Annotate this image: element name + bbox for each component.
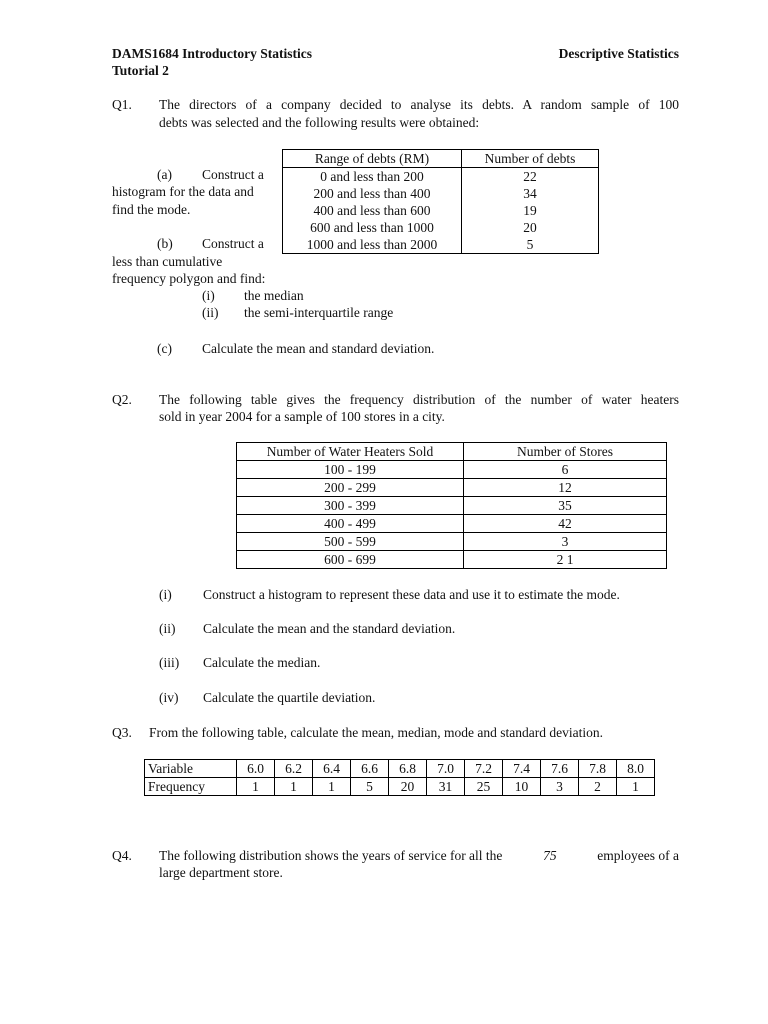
q4-line2: large department store. [159,865,283,880]
q1-a-line3: find the mode. [112,202,191,217]
table-cell: 300 - 399 [237,497,464,515]
table-cell: 5 [462,236,599,254]
q1-debts-table [282,149,599,254]
q1-b-line1: Construct a [202,236,264,251]
course-title: DAMS1684 Introductory Statistics [112,46,312,61]
q2-item-label: (iii) [159,655,180,670]
table-cell: Variable [145,760,237,778]
table-row [145,760,655,778]
table-cell: 400 and less than 600 [283,202,462,219]
q2-item-text: Calculate the mean and the standard deviation. [203,621,456,636]
table-row [237,515,667,533]
q1-b-line2: less than cumulative [112,254,223,269]
q4-number: Q4. [112,848,132,863]
topic-title: Descriptive Statistics [558,46,679,61]
table-cell: 3 [541,778,579,796]
table-cell: Frequency [145,778,237,796]
table-cell: 6.2 [275,760,313,778]
q1-intro-line1: The directors of a company decided to analyse its debts. A random sample of 100 [159,97,679,112]
table-header-cell: Number of debts [462,150,599,168]
table-cell: 20 [462,219,599,236]
q2-item-text: Calculate the median. [203,655,321,670]
table-cell: 7.0 [427,760,465,778]
q1-a-line2: histogram for the data and [112,184,254,199]
table-cell: 34 [462,185,599,202]
q4-line1-post: employees of a [597,848,679,863]
table-header-cell: Range of debts (RM) [283,150,462,168]
q1-c-text: Calculate the mean and standard deviation. [202,341,435,356]
table-cell: 12 [464,479,667,497]
table-cell: 7.8 [579,760,617,778]
q2-item-label: (ii) [159,621,176,636]
q2-item-label: (iv) [159,690,179,705]
q1-b-i-label: (i) [202,288,215,303]
table-row [283,219,599,236]
table-header-row [283,150,599,168]
table-cell: 2 [579,778,617,796]
table-cell: 10 [503,778,541,796]
table-cell: 7.4 [503,760,541,778]
table-cell: 1000 and less than 2000 [283,236,462,254]
table-cell: 6.0 [237,760,275,778]
table-cell: 35 [464,497,667,515]
table-cell: 20 [389,778,427,796]
table-row [237,479,667,497]
table-header-row [237,443,667,461]
table-row [237,551,667,569]
table-cell: 1 [275,778,313,796]
table-header-cell: Number of Stores [464,443,667,461]
table-cell: 31 [427,778,465,796]
table-cell: 100 - 199 [237,461,464,479]
table-cell: 200 and less than 400 [283,185,462,202]
q1-b-i-text: the median [244,288,304,303]
table-cell: 6.4 [313,760,351,778]
q4-line1-num: 75 [543,848,557,863]
table-cell: 1 [313,778,351,796]
table-cell: 7.6 [541,760,579,778]
q3-text: From the following table, calculate the mean, median, mode and standard deviation. [149,725,603,740]
table-cell: 7.2 [465,760,503,778]
table-row [145,778,655,796]
q2-water-heaters-table [236,442,667,569]
q1-c-label: (c) [157,341,172,356]
q2-item-label: (i) [159,587,172,602]
table-cell: 42 [464,515,667,533]
table-cell: 600 - 699 [237,551,464,569]
q1-number: Q1. [112,97,132,112]
table-row [283,168,599,186]
q2-item-text: Calculate the quartile deviation. [203,690,376,705]
table-cell: 1 [237,778,275,796]
table-row [237,533,667,551]
table-cell: 6.8 [389,760,427,778]
q1-b-ii-text: the semi-interquartile range [244,305,394,320]
table-cell: 2 1 [464,551,667,569]
table-row [237,461,667,479]
table-cell: 600 and less than 1000 [283,219,462,236]
q2-item-text: Construct a histogram to represent these data and use it to estimate the mode. [203,587,620,602]
q2-intro-line2: sold in year 2004 for a sample of 100 stores in a city. [159,409,445,424]
q3-frequency-table [144,759,655,796]
q1-a-label: (a) [157,167,172,182]
table-cell: 25 [465,778,503,796]
table-row [283,202,599,219]
table-cell: 1 [617,778,655,796]
table-cell: 19 [462,202,599,219]
q4-line1 [159,848,679,864]
table-cell: 6.6 [351,760,389,778]
q1-b-line3: frequency polygon and find: [112,271,266,286]
table-cell: 0 and less than 200 [283,168,462,186]
q1-intro-line2: debts was selected and the following results were obtained: [159,115,480,130]
table-cell: 400 - 499 [237,515,464,533]
table-cell: 8.0 [617,760,655,778]
table-cell: 500 - 599 [237,533,464,551]
q1-b-ii-label: (ii) [202,305,219,320]
table-cell: 3 [464,533,667,551]
table-header-cell: Number of Water Heaters Sold [237,443,464,461]
table-cell: 6 [464,461,667,479]
table-cell: 22 [462,168,599,186]
tutorial-title: Tutorial 2 [112,63,169,78]
q2-intro-line1: The following table gives the frequency distribution of the number of water heaters [159,392,679,407]
q1-a-line1: Construct a [202,167,264,182]
q3-number: Q3. [112,725,132,740]
q2-number: Q2. [112,392,132,407]
table-row [237,497,667,515]
table-row [283,236,599,254]
table-cell: 5 [351,778,389,796]
q1-b-label: (b) [157,236,173,251]
table-row [283,185,599,202]
table-cell: 200 - 299 [237,479,464,497]
q4-line1-pre: The following distribution shows the years of service for all the [159,848,503,863]
